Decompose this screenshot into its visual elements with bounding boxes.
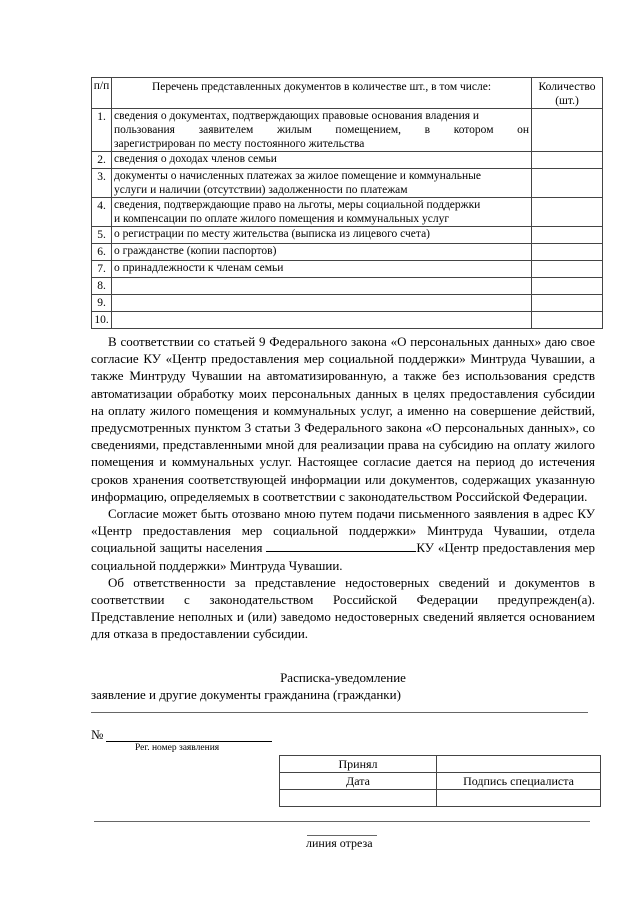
row-number: 7. [92,261,112,278]
row-quantity[interactable] [532,169,603,198]
header-list: Перечень представленных документов в количестве шт., в том числе: [112,78,532,109]
consent-paragraph-2-b: КУ «Центр предоставления мер социальной поддержки» Минтруда Чувашии. [91,540,596,573]
header-num: п/п [92,78,112,109]
signature-divider [91,712,588,713]
row-number: 1. [92,109,112,152]
row-number: 10. [92,312,112,329]
row-description-line: о регистрации по месту жительства (выписка из лицевого счета) [114,228,430,240]
row-quantity[interactable] [532,198,603,227]
row-quantity[interactable] [532,312,603,329]
accepted-label: Принял [280,756,437,773]
signature-field[interactable] [437,790,601,807]
row-quantity[interactable] [532,244,603,261]
table-row [92,198,603,227]
table-row [92,244,603,261]
receipt-subtitle: заявление и другие документы гражданина (гражданки) [91,687,401,702]
consent-paragraph-3: Об ответственности за представление недостоверных сведений и документов в соответствии с законодательством Российской Федерации предупрежден(а). Представление неполных и (или) заведомо недостоверных сведений является основанием для отказа в предоставлении субсидии. [91,574,595,642]
row-description [112,169,532,198]
documents-table [91,77,603,329]
receipt-title: Расписка-уведомление [280,670,406,685]
table-header-row [92,78,603,109]
row-description-line: сведения о документах, подтверждающих правовые основания владения и [114,110,480,122]
header-qty [532,78,603,109]
signature-label: Подпись специалиста [437,773,601,790]
table-body [92,109,603,329]
table-row [92,312,603,329]
row-description-line: сведения, подтверждающие право на льготы, меры социальной поддержки [114,199,481,211]
table-row [92,169,603,198]
cut-line [94,821,590,822]
reg-number-label: Рег. номер заявления [135,743,220,753]
table-row [92,261,603,278]
consent-paragraph-1: В соответствии со статьей 9 Федерального закона «О персональных данных» даю свое согласие КУ «Центр предоставления мер социальной поддержки» Минтруда Чувашии, а также Минтруду Чувашии на автоматизированную, а также без использования средств автоматизации обработку моих персональных данных в целях предоставления субсидии на оплату жилого помещения и коммунальных услуг, а именно на совершение действий, предусмотренных пунктом 3 статьи 3 Федерального закона «О персональных данных», со сведениями, представленными мной для реализации права на субсидию на оплату жилого помещения и коммунальных услуг. Настоящее согласие дается на период до истечения сроков хранения соответствующей информации или документов, содержащих указанную информацию, определяемых в соответствии с законодательством Российской Федерации. [91,334,595,504]
accepted-table [279,755,601,807]
consent-paragraph-2-a: Согласие может быть отозвано мною путем подачи письменного заявления в адрес КУ «Центр предоставления мер социальной поддержки» Минтруда Чувашии, отдела социальной защиты населения [91,506,595,556]
row-quantity[interactable] [532,295,603,312]
reg-number-sign: № [91,727,104,742]
header-qty-line2: (шт.) [555,95,579,107]
row-description-line: услуги и наличии (отсутствии) задолженности по платежам [114,184,408,196]
reg-number-field[interactable] [106,741,272,742]
consent-paragraph-2 [91,505,595,574]
date-field[interactable] [280,790,437,807]
row-description [112,312,532,329]
cut-line-label: линия отреза [306,836,373,850]
row-quantity[interactable] [532,109,603,152]
table-row [92,109,603,152]
row-quantity[interactable] [532,278,603,295]
row-description [112,278,532,295]
row-number: 4. [92,198,112,227]
row-number: 2. [92,152,112,169]
row-description [112,261,532,278]
row-description-line: зарегистрирован по месту постоянного жительства [114,138,365,150]
row-description-line: сведения о доходах членов семьи [114,153,277,165]
row-description-line: о принадлежности к членам семьи [114,262,284,274]
row-number: 3. [92,169,112,198]
row-description [112,227,532,244]
row-quantity[interactable] [532,261,603,278]
accepted-blank[interactable] [437,756,601,773]
table-row [92,295,603,312]
row-description-line: о гражданстве (копии паспортов) [114,245,277,257]
date-label: Дата [280,773,437,790]
row-number: 8. [92,278,112,295]
row-quantity[interactable] [532,152,603,169]
row-description-line: пользования заявителем жилым помещением, в котором он [114,124,529,136]
header-qty-line1: Количество [538,81,596,93]
row-quantity[interactable] [532,227,603,244]
row-description-line: документы о начисленных платежах за жилое помещение и коммунальные [114,170,482,182]
table-row [92,278,603,295]
table-row [92,227,603,244]
row-description [112,198,532,227]
row-description [112,295,532,312]
row-description [112,244,532,261]
consent-text [91,333,595,643]
row-description [112,109,532,152]
row-number: 5. [92,227,112,244]
table-row [92,152,603,169]
row-number: 9. [92,295,112,312]
department-blank[interactable] [266,539,416,552]
row-description-line: и компенсации по оплате жилого помещения и коммунальных услуг [114,213,450,225]
row-number: 6. [92,244,112,261]
row-description [112,152,532,169]
